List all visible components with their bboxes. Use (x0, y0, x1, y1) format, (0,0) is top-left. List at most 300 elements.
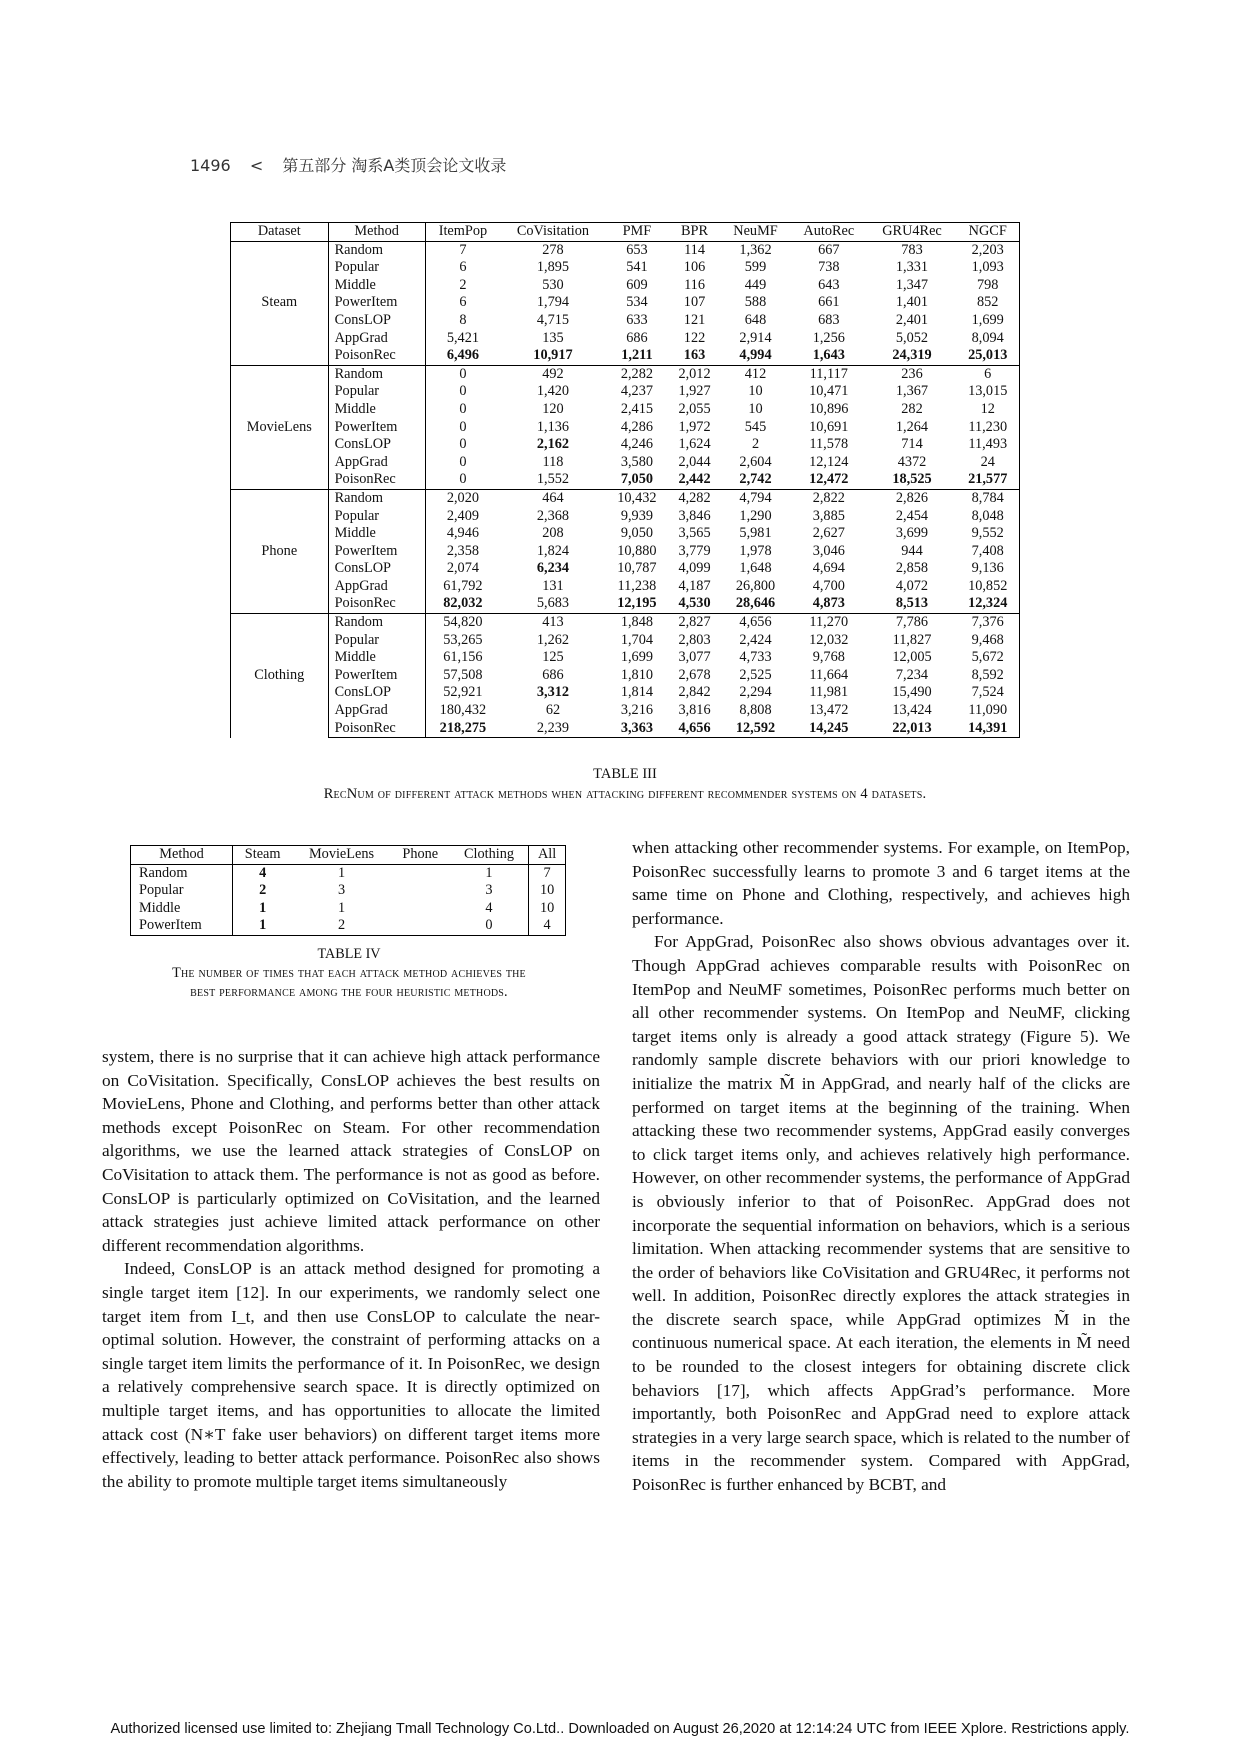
value-cell: 12,324 (956, 595, 1019, 613)
method-cell: Random (328, 241, 425, 259)
table-3-group (231, 365, 1020, 489)
value-cell: 530 (542, 276, 564, 293)
value-cell: 2,055 (678, 400, 711, 417)
table-row (231, 294, 1020, 312)
value-cell: 9,468 (956, 632, 1019, 650)
table-row (231, 632, 1020, 650)
value-cell: 7,408 (956, 543, 1019, 561)
table-4-caption (110, 945, 588, 1002)
value-cell: 1 (450, 864, 529, 882)
value-cell: 0 (425, 471, 500, 489)
value-cell: 236 (868, 365, 957, 383)
value-cell: 10 (529, 900, 566, 918)
method-cell: ConsLOP (328, 436, 425, 454)
table-row (231, 578, 1020, 596)
value-cell: 2,074 (446, 560, 479, 577)
table-3-col-header: NeuMF (721, 223, 790, 242)
table-3-col-header: PMF (606, 223, 668, 242)
value-cell: 2,162 (536, 436, 570, 453)
value-cell: 4,187 (678, 577, 711, 594)
method-cell: PowerItem (328, 543, 425, 561)
value-cell: 12,124 (809, 453, 849, 470)
value-cell: 2,826 (868, 489, 957, 507)
dataset-cell: Steam (231, 241, 329, 365)
value-cell: 6 (459, 259, 467, 276)
value-cell: 0 (459, 400, 467, 417)
value-cell: 106 (683, 259, 706, 276)
value-cell: 1 (337, 864, 346, 881)
value-cell: 1 (233, 917, 293, 935)
value-cell: 163 (668, 347, 721, 365)
value-cell: 8 (459, 311, 467, 328)
method-cell: Random (328, 614, 425, 632)
value-cell (391, 864, 450, 882)
value-cell: 2,742 (721, 471, 790, 489)
value-cell: 1,927 (678, 383, 711, 400)
table-row (231, 436, 1020, 454)
table-row (231, 471, 1020, 489)
value-cell: 783 (901, 241, 923, 258)
method-cell: Popular (328, 383, 425, 401)
table-4-col-header: All (529, 846, 566, 865)
value-cell: 5,421 (446, 329, 479, 346)
table-row (231, 543, 1020, 561)
value-cell: 3 (450, 882, 529, 900)
table-3-col-header: AutoRec (790, 223, 867, 242)
value-cell: 7,786 (868, 614, 957, 632)
value-cell: 1,211 (606, 347, 668, 365)
table-3-group (231, 241, 1020, 365)
value-cell: 8,592 (956, 667, 1019, 685)
value-cell: 1,794 (536, 294, 570, 311)
value-cell: 464 (500, 489, 606, 507)
value-cell: 135 (542, 329, 564, 346)
value-cell: 10,880 (617, 542, 657, 559)
value-cell: 2,525 (739, 666, 772, 683)
value-cell: 1,136 (536, 418, 570, 435)
value-cell: 14,391 (956, 720, 1019, 738)
table-3-caption (230, 764, 1020, 804)
value-cell: 13,472 (809, 702, 849, 719)
method-cell: PoisonRec (328, 471, 425, 489)
value-cell (391, 882, 450, 900)
value-cell: 648 (744, 311, 767, 328)
value-cell: 2,454 (895, 507, 929, 524)
method-cell: PoisonRec (328, 720, 425, 738)
value-cell: 2 (259, 882, 267, 899)
table-row (231, 702, 1020, 720)
table-row (231, 508, 1020, 526)
value-cell: 4,246 (620, 436, 653, 453)
value-cell: 2,678 (678, 666, 711, 683)
value-cell: 9,768 (812, 649, 845, 666)
value-cell: 26,800 (735, 577, 776, 594)
value-cell: 2,822 (790, 489, 867, 507)
value-cell: 11,493 (956, 436, 1019, 454)
value-cell: 7 (529, 864, 566, 882)
value-cell: 9,050 (620, 525, 653, 542)
paragraph: when attacking other recommender systems. For example, on ItemPop, PoisonRec successfully learns to promote 3 and 6 target items at the same time on Phone and Clothing, respectively, and achieves high performance. (632, 838, 1130, 928)
value-cell: 1,643 (790, 347, 867, 365)
value-cell: 3,580 (620, 453, 653, 470)
method-cell: PoisonRec (328, 347, 425, 365)
method-cell: Middle (131, 900, 233, 918)
value-cell: 588 (744, 294, 767, 311)
value-cell: 10,896 (809, 400, 849, 417)
value-cell: 449 (744, 276, 767, 293)
value-cell: 3,046 (812, 542, 845, 559)
value-cell: 54,820 (425, 614, 500, 632)
value-cell: 1 (337, 899, 346, 916)
value-cell: 1,824 (536, 542, 570, 559)
table-3-label: TABLE III (593, 766, 657, 782)
value-cell: 1,810 (620, 666, 653, 683)
value-cell: 2,627 (812, 525, 845, 542)
value-cell: 0 (459, 383, 467, 400)
value-cell: 2,604 (739, 453, 772, 470)
method-cell: Popular (328, 508, 425, 526)
table-row (231, 667, 1020, 685)
value-cell: 2,294 (739, 684, 772, 701)
value-cell: 52,921 (443, 684, 483, 701)
value-cell: 714 (901, 436, 923, 453)
table-row (231, 383, 1020, 401)
value-cell: 11,270 (790, 614, 867, 632)
value-cell: 2,401 (895, 311, 929, 328)
value-cell: 11,827 (892, 631, 932, 648)
table-3-col-header: ItemPop (425, 223, 500, 242)
value-cell: 2,239 (500, 720, 606, 738)
value-cell: 12,592 (721, 720, 790, 738)
value-cell: 62 (545, 702, 561, 719)
table-3-col-header: Dataset (231, 223, 329, 242)
value-cell: 1,093 (956, 259, 1019, 277)
value-cell: 4,530 (668, 595, 721, 613)
value-cell: 3,312 (536, 684, 570, 701)
table-row (231, 595, 1020, 613)
value-cell: 11,664 (809, 666, 849, 683)
value-cell: 22,013 (868, 720, 957, 738)
value-cell: 4,656 (721, 614, 790, 632)
value-cell: 1 (259, 899, 267, 916)
value-cell: 2,044 (678, 453, 711, 470)
value-cell: 1,814 (620, 684, 653, 701)
table-row (231, 330, 1020, 348)
value-cell: 278 (542, 241, 564, 258)
table-3-col-header: CoVisitation (500, 223, 606, 242)
value-cell: 11,117 (790, 365, 867, 383)
method-cell: ConsLOP (328, 312, 425, 330)
value-cell: 2,020 (425, 489, 500, 507)
value-cell: 5,683 (500, 595, 606, 613)
value-cell: 10,691 (809, 418, 849, 435)
method-cell: Popular (328, 259, 425, 277)
value-cell: 24 (956, 454, 1019, 472)
value-cell: 1,256 (812, 329, 845, 346)
value-cell: 1,704 (620, 631, 653, 648)
value-cell: 13,015 (956, 383, 1019, 401)
value-cell: 3,779 (678, 542, 711, 559)
table-3-col-header: NGCF (956, 223, 1019, 242)
method-cell: PowerItem (328, 667, 425, 685)
value-cell: 120 (542, 400, 564, 417)
table-row (231, 649, 1020, 667)
value-cell: 7,050 (606, 471, 668, 489)
table-row (231, 277, 1020, 295)
table-3-group (231, 614, 1020, 738)
value-cell: 2,012 (668, 365, 721, 383)
value-cell: 1,264 (895, 418, 929, 435)
value-cell: 12,195 (606, 595, 668, 613)
value-cell: 1,290 (739, 507, 772, 524)
value-cell: 7,376 (956, 614, 1019, 632)
value-cell: 3,216 (620, 702, 653, 719)
value-cell: 1,552 (500, 471, 606, 489)
value-cell (391, 900, 450, 918)
value-cell: 0 (450, 917, 529, 935)
table-row (231, 259, 1020, 277)
table-row (231, 419, 1020, 437)
table-3-col-header: Method (328, 223, 425, 242)
paragraph: For AppGrad, PoisonRec also shows obvious advantages over it. Though AppGrad achieves comparable results with PoisonRec on ItemPop and NeuMF sometimes, PoisonRec performs much better on all other recommender systems. On ItemPop and NeuMF, clicking target items only is already a good attack strategy (Figure 5). We randomly sample discrete behaviors with our priori knowledge to initialize the matrix M̃ in AppGrad, and nearly half of the clicks are performed on target items at the beginning of the training. When attacking these two recommender systems, AppGrad easily converges to click target items only, and achieves relatively high performance. However, on other recommender systems, the performance of AppGrad is obviously inferior to that of PoisonRec. AppGrad does not incorporate the sequential information on behaviors, which is a serious limitation. When attacking recommender systems that are sensitive to the order of behaviors like CoVisitation and GRU4Rec, it performs not well. In addition, PoisonRec directly explores the attack strategies in the discrete search space, while AppGrad optimizes M̃ in the continuous numerical space. At each iteration, the elements in M̃ need to be rounded to the closest integers for obtaining discrete click behaviors [17], which affects AppGrad’s performance. More importantly, both PoisonRec and AppGrad need to explore attack strategies in a very large search space, which is related to the number of items in the recommender system. Compared with AppGrad, PoisonRec is further enhanced by BCBT, and (632, 932, 1130, 1495)
value-cell: 633 (626, 311, 648, 328)
value-cell: 6,234 (536, 560, 570, 577)
value-cell: 282 (901, 400, 923, 417)
value-cell: 7,234 (895, 666, 929, 683)
value-cell: 12,472 (790, 471, 867, 489)
value-cell: 412 (721, 365, 790, 383)
value-cell: 11,238 (617, 577, 657, 594)
table-3-col-header: GRU4Rec (868, 223, 957, 242)
value-cell: 12,005 (892, 649, 932, 666)
value-cell: 10,432 (606, 489, 668, 507)
value-cell: 4,286 (620, 418, 653, 435)
value-cell: 1,895 (536, 259, 570, 276)
method-cell: Middle (328, 277, 425, 295)
value-cell: 4,282 (668, 489, 721, 507)
value-cell: 218,275 (425, 720, 500, 738)
value-cell: 9,552 (956, 525, 1019, 543)
value-cell: 798 (956, 277, 1019, 295)
table-row (231, 525, 1020, 543)
method-cell: PowerItem (328, 294, 425, 312)
value-cell: 4 (450, 900, 529, 918)
value-cell: 53,265 (443, 631, 483, 648)
value-cell: 1,367 (895, 383, 929, 400)
value-cell: 643 (818, 276, 840, 293)
value-cell: 1,699 (620, 649, 653, 666)
value-cell: 2,203 (956, 241, 1019, 259)
table-4-col-header: MovieLens (292, 846, 391, 865)
value-cell: 7,524 (956, 684, 1019, 702)
value-cell: 0 (459, 418, 467, 435)
method-cell: Popular (328, 632, 425, 650)
value-cell: 534 (626, 294, 648, 311)
value-cell: 10,917 (500, 347, 606, 365)
dataset-cell: Phone (231, 489, 329, 613)
value-cell: 11,981 (809, 684, 849, 701)
table-row (231, 347, 1020, 365)
value-cell: 8,094 (956, 330, 1019, 348)
left-column (102, 1045, 600, 1493)
value-cell: 1,699 (956, 312, 1019, 330)
value-cell: 107 (683, 294, 706, 311)
value-cell: 2,415 (620, 400, 653, 417)
value-cell: 653 (626, 241, 648, 258)
value-cell: 1,624 (678, 436, 711, 453)
value-cell: 1,401 (895, 294, 929, 311)
table-row (231, 365, 1020, 383)
value-cell: 3,077 (678, 649, 711, 666)
value-cell: 2,914 (739, 329, 772, 346)
page-number: 1496 (190, 156, 231, 175)
value-cell: 3,699 (895, 525, 929, 542)
value-cell: 11,578 (809, 436, 849, 453)
value-cell: 1,978 (739, 542, 772, 559)
value-cell: 10 (529, 882, 566, 900)
value-cell: 2 (751, 436, 760, 453)
value-cell: 0 (459, 436, 467, 453)
value-cell: 1,362 (739, 241, 772, 258)
value-cell: 121 (683, 311, 706, 328)
value-cell: 686 (626, 329, 648, 346)
value-cell: 686 (542, 666, 564, 683)
table-4 (130, 845, 566, 936)
table-row (231, 401, 1020, 419)
value-cell: 8,048 (956, 508, 1019, 526)
value-cell: 9,136 (956, 560, 1019, 578)
table-4-caption-line1: The number of times that each attack method achieves the (172, 965, 526, 981)
method-cell: Middle (328, 401, 425, 419)
value-cell: 541 (626, 259, 648, 276)
value-cell: 9,939 (620, 507, 653, 524)
table-3-group (231, 489, 1020, 613)
value-cell: 4372 (897, 453, 927, 470)
value-cell: 0 (425, 365, 500, 383)
value-cell: 10,852 (956, 578, 1019, 596)
value-cell: 61,792 (443, 577, 483, 594)
table-4-col-header: Phone (391, 846, 450, 865)
value-cell: 131 (542, 577, 564, 594)
method-cell: ConsLOP (328, 684, 425, 702)
value-cell: 21,577 (956, 471, 1019, 489)
value-cell: 4,873 (790, 595, 867, 613)
value-cell: 6 (459, 294, 467, 311)
method-cell: AppGrad (328, 702, 425, 720)
value-cell: 24,319 (868, 347, 957, 365)
value-cell: 3,816 (678, 702, 711, 719)
value-cell: 5,981 (739, 525, 772, 542)
value-cell: 5,052 (895, 329, 929, 346)
value-cell: 116 (684, 276, 705, 293)
paragraph: Indeed, ConsLOP is an attack method designed for promoting a single target item [12]. In our experiments, we randomly select one target item from I_t, and then use ConsLOP to calculate the near-optimal solution. However, the constraint of performing attacks on a single target item limits the performance of it. In PoisonRec, we design a relatively comprehensive search space. It is directly optimized on multiple target items, and has opportunities to allocate the limited attack cost (N∗T fake user behaviors) on different target items more effectively, leading to better attack performance. PoisonRec also shows the ability to promote multiple target items simultaneously (102, 1259, 600, 1491)
value-cell: 2,424 (739, 631, 772, 648)
value-cell: 8,784 (956, 489, 1019, 507)
method-cell: Random (328, 365, 425, 383)
table-row (131, 900, 566, 918)
value-cell: 10 (748, 383, 763, 400)
value-cell: 10,787 (617, 560, 657, 577)
method-cell: Random (328, 489, 425, 507)
value-cell: 852 (956, 294, 1019, 312)
value-cell: 4,946 (446, 525, 479, 542)
value-cell: 12,032 (809, 631, 849, 648)
value-cell: 208 (542, 525, 564, 542)
value-cell: 3,846 (678, 507, 711, 524)
table-row (231, 489, 1020, 507)
value-cell: 2,858 (895, 560, 929, 577)
table-row (231, 241, 1020, 259)
table-4-col-header: Method (131, 846, 233, 865)
table-row (231, 684, 1020, 702)
value-cell: 413 (500, 614, 606, 632)
value-cell: 6 (956, 365, 1019, 383)
method-cell: Popular (131, 882, 233, 900)
section-title: 第五部分 淘系A类顶会论文收录 (282, 156, 507, 175)
value-cell: 661 (818, 294, 840, 311)
table-row (131, 882, 566, 900)
table-row (231, 312, 1020, 330)
value-cell: 2,827 (668, 614, 721, 632)
value-cell: 118 (542, 453, 564, 470)
value-cell: 1,848 (606, 614, 668, 632)
value-cell: 1,347 (895, 276, 929, 293)
table-4-caption-line2: best performance among the four heuristic methods. (190, 984, 508, 1000)
value-cell: 13,424 (892, 702, 932, 719)
value-cell: 25,013 (956, 347, 1019, 365)
value-cell: 2,358 (446, 542, 479, 559)
value-cell: 3,885 (812, 507, 845, 524)
value-cell: 12 (956, 401, 1019, 419)
table-4-col-header: Steam (233, 846, 293, 865)
value-cell: 1,262 (536, 631, 570, 648)
method-cell: PowerItem (328, 419, 425, 437)
table-4-col-header: Clothing (450, 846, 529, 865)
value-cell: 18,525 (868, 471, 957, 489)
value-cell: 492 (500, 365, 606, 383)
table-row (231, 454, 1020, 472)
value-cell: 3,363 (606, 720, 668, 738)
method-cell: ConsLOP (328, 560, 425, 578)
dataset-cell: MovieLens (231, 365, 329, 489)
value-cell: 6,496 (425, 347, 500, 365)
value-cell: 2,282 (606, 365, 668, 383)
value-cell: 5,672 (956, 649, 1019, 667)
value-cell: 4,099 (678, 560, 711, 577)
value-cell: 3,565 (678, 525, 711, 542)
value-cell: 2 (459, 276, 467, 293)
value-cell: 2,842 (678, 684, 711, 701)
paragraph: system, there is no surprise that it can achieve high attack performance on CoVisitation. Specifically, ConsLOP achieves the best results on MovieLens, Phone and Clothing, and performs better than other attack methods except PoisonRec on Steam. For other recommendation algorithms, we use the learned attack strategies of ConsLOP on CoVisitation to attack them. The performance is not as good as before. ConsLOP is particularly optimized on CoVisitation, and the learned attack strategies just achieve limited attack performance on other different recommendation algorithms. (102, 1047, 600, 1255)
footer-license: Authorized licensed use limited to: Zhejiang Tmall Technology Co.Ltd.. Downloaded on August 26,2020 at 12:14:24 UTC from IEEE Xplore. Restrictions apply. (110, 1721, 1130, 1737)
value-cell: 57,508 (443, 666, 483, 683)
value-cell: 1,420 (536, 383, 570, 400)
value-cell: 180,432 (439, 702, 487, 719)
value-cell: 61,156 (443, 649, 483, 666)
method-cell: Random (131, 864, 233, 882)
dataset-cell: Clothing (231, 614, 329, 738)
table-row (231, 614, 1020, 632)
table-row (131, 917, 566, 935)
value-cell: 1,331 (895, 259, 929, 276)
table-row (131, 864, 566, 882)
value-cell: 738 (818, 259, 840, 276)
value-cell: 4,656 (668, 720, 721, 738)
value-cell: 11,230 (956, 419, 1019, 437)
value-cell: 3 (337, 882, 346, 899)
value-cell: 4,794 (721, 489, 790, 507)
value-cell: 4,700 (812, 577, 845, 594)
